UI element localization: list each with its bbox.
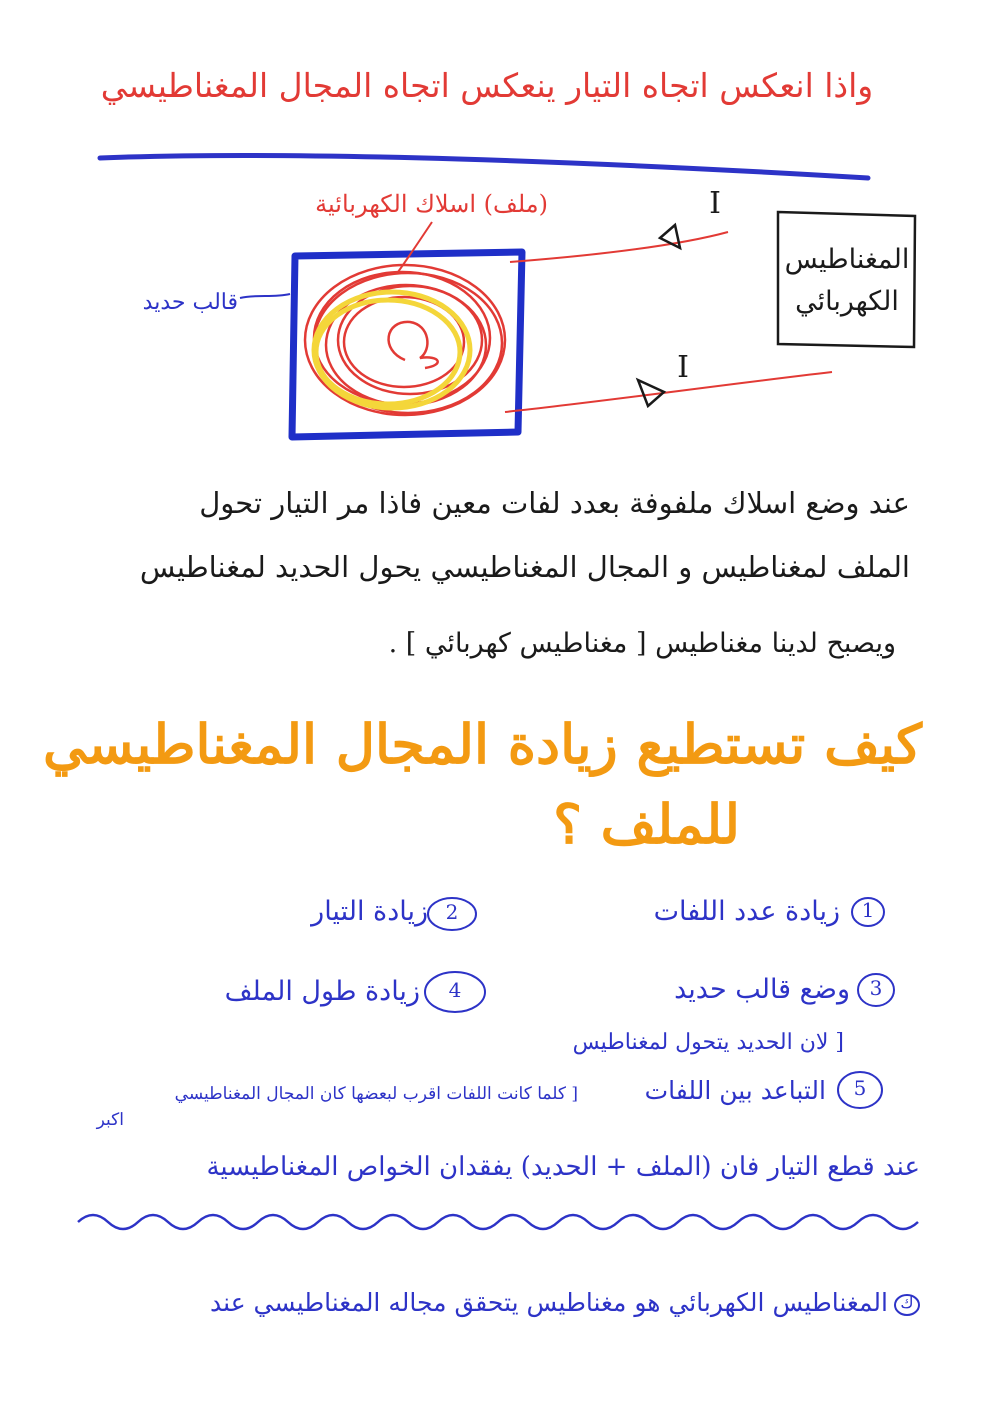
item5-number: 5	[853, 1076, 867, 1100]
item3-text: وضع قالب حديد	[674, 974, 850, 1005]
cut-current-note: عند قطع التيار فان (الملف + الحديد) يفقدان الخواص المغناطيسية	[206, 1152, 920, 1182]
box-label-line2: الكهربائي	[795, 286, 899, 317]
box-label-line1: المغناطيس	[784, 244, 910, 275]
electromagnet-box	[778, 212, 915, 347]
current-symbol-bottom: I	[677, 350, 689, 385]
core-label: قالب حديد	[142, 290, 238, 315]
item5-note-continued: اكبر	[96, 1110, 124, 1130]
definition-marker: ك	[900, 1293, 914, 1312]
item4-text: زيادة طول الملف	[224, 976, 420, 1007]
title-divider	[100, 155, 868, 178]
item3-number: 3	[869, 976, 883, 1000]
paragraph-line1: عند وضع اسلاك ملفوفة بعدد لفات معين فاذا مر التيار تحول	[199, 486, 910, 520]
top-note: واذا انعكس اتجاه التيار ينعكس اتجاه المجال المغناطيسي	[100, 66, 874, 105]
wire-top	[510, 232, 728, 262]
wire-label: (ملف) اسلاك الكهربائية	[315, 190, 548, 218]
paragraph-line2: الملف لمغناطيس و المجال المغناطيسي يحول الحديد لمغناطيس	[139, 550, 910, 584]
current-symbol-top: I	[709, 186, 721, 221]
item1-text: زيادة عدد اللفات	[653, 896, 840, 927]
item5-text: التباعد بين اللفات	[644, 1076, 826, 1105]
item3-note: [ لان الحديد يتحول لمغناطيس	[572, 1030, 844, 1055]
item5-note: [ كلما كانت اللفات اقرب لبعضها كان المجال المغناطيسي	[174, 1084, 578, 1104]
wavy-separator	[78, 1215, 918, 1229]
definition-text: المغناطيس الكهربائي هو مغناطيس يتحقق مجاله المغناطيسي عند	[210, 1288, 888, 1317]
paragraph-line3: ويصبح لدينا مغناطيس [ مغناطيس كهربائي ] .	[388, 628, 896, 659]
heading-line2: للملف ؟	[553, 792, 740, 856]
heading-line1: كيف تستطيع زيادة المجال المغناطيسي	[43, 712, 922, 776]
item2-text: زيادة التيار	[311, 896, 428, 927]
item2-number: 2	[445, 900, 459, 924]
item1-number: 1	[861, 898, 875, 922]
core-label-pointer	[240, 294, 290, 298]
item4-number: 4	[448, 978, 462, 1002]
